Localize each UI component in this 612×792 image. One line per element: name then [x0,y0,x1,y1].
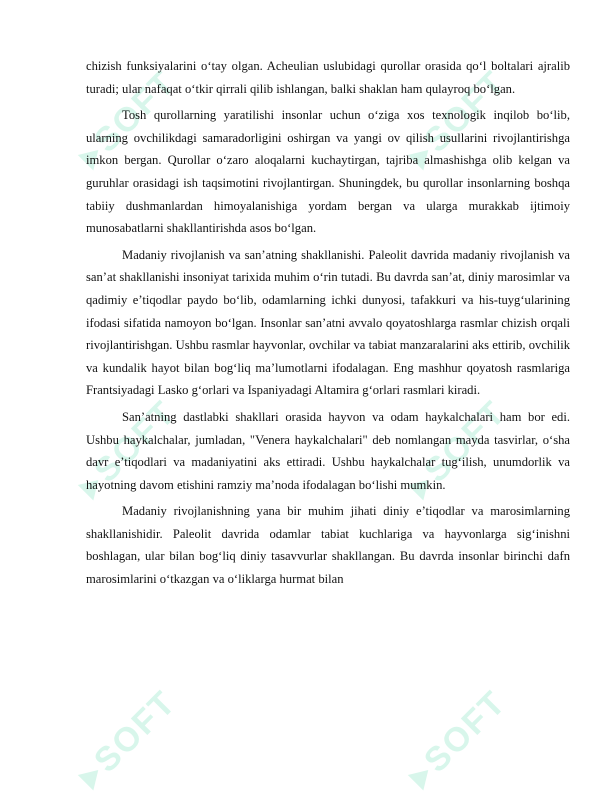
watermark-text: SOFT [86,683,184,780]
watermark [400,683,514,792]
logo-mark-icon [407,762,435,790]
watermark-text: SOFT [416,393,514,490]
watermark-text: SOFT [86,63,184,160]
watermark-text: SOFT [416,683,514,780]
watermark-text: SOFT [416,63,514,160]
logo-mark-icon [77,762,105,790]
paragraph: San’atning dastlabki shakllari orasida hayvon va odam haykalchalari ham bor edi. Ushbu haykalchalar, jumladan, "Venera haykalchalari" deb nomlangan mayda tasvirlar, o‘sha davr e’tiqodlari va madaniyatini aks ettiradi. Ushbu haykalchalar tug‘ilish, unumdorlik va hayotning davom etishini ramziy ma’noda ifodalagan bo‘lishi mumkin. [86,409,570,492]
document-body [86,55,570,595]
paragraph: Madaniy rivojlanishning yana bir muhim jihati diniy e’tiqodlar va marosimlarning shakllanishidir. Paleolit davrida odamlar tabiat kuchlariga va hayvonlarga sig‘inishni boshlagan, ular bilan bog‘liq diniy tasavvurlar shakllangan. Bu davrda insonlar birinchi dafn marosimlarini o‘tkazgan va o‘liklarga hurmat bilan [86,504,570,587]
watermark [70,683,184,792]
watermark-text: SOFT [86,393,184,490]
paragraph: chizish funksiyalarini o‘tay olgan. Acheulian uslubidagi qurollar orasida qo‘l boltalari ajralib turadi; ular nafaqat o‘tkir qirrali qilib ishlangan, balki shaklan ham qulayroq bo‘lgan. [86,59,570,96]
paragraph: Tosh qurollarning yaratilishi insonlar uchun o‘ziga xos texnologik inqilob bo‘lib, ularning ovchilikdagi samaradorligini oshirgan va yangi ov qilish usullarini rivojlantirishga imkon bergan. Qurollar o‘zaro aloqalarni kuchaytirgan, tajriba almashishga olib kelgan va guruhlar orasidagi ish taqsimotini rivojlantirgan. Shuningdek, bu qurollar insonlarning boshqa tabiiy dushmanlardan himoyalanishiga yordam bergan va ularga murakkab ijtimoiy munosabatlarni shakllantirishda asos bo‘lgan. [86,108,570,236]
paragraph: Madaniy rivojlanish va san’atning shakllanishi. Paleolit davrida madaniy rivojlanish va san’at shakllanishi insoniyat tarixida muhim o‘rin tutadi. Bu davrda san’at, diniy marosimlar va qadimiy e’tiqodlar paydo bo‘lib, odamlarning ichki dunyosi, tafakkuri va his-tuyg‘ularining ifodasi sifatida namoyon bo‘lgan. Insonlar san’atni avvalo qoyatoshlarga rasmlar chizish orqali rivojlantirishgan. Ushbu rasmlar hayvonlar, ovchilar va tabiat manzaralarini aks ettirib, ovchilik va kundalik hayot bilan bog‘liq ma’lumotlarni ifodalagan. Eng mashhur qoyatosh rasmlariga Frantsiyadagi Lasko g‘orlari va Ispaniyadagi Altamira g‘orlari rasmlari kiradi. [86,247,570,398]
